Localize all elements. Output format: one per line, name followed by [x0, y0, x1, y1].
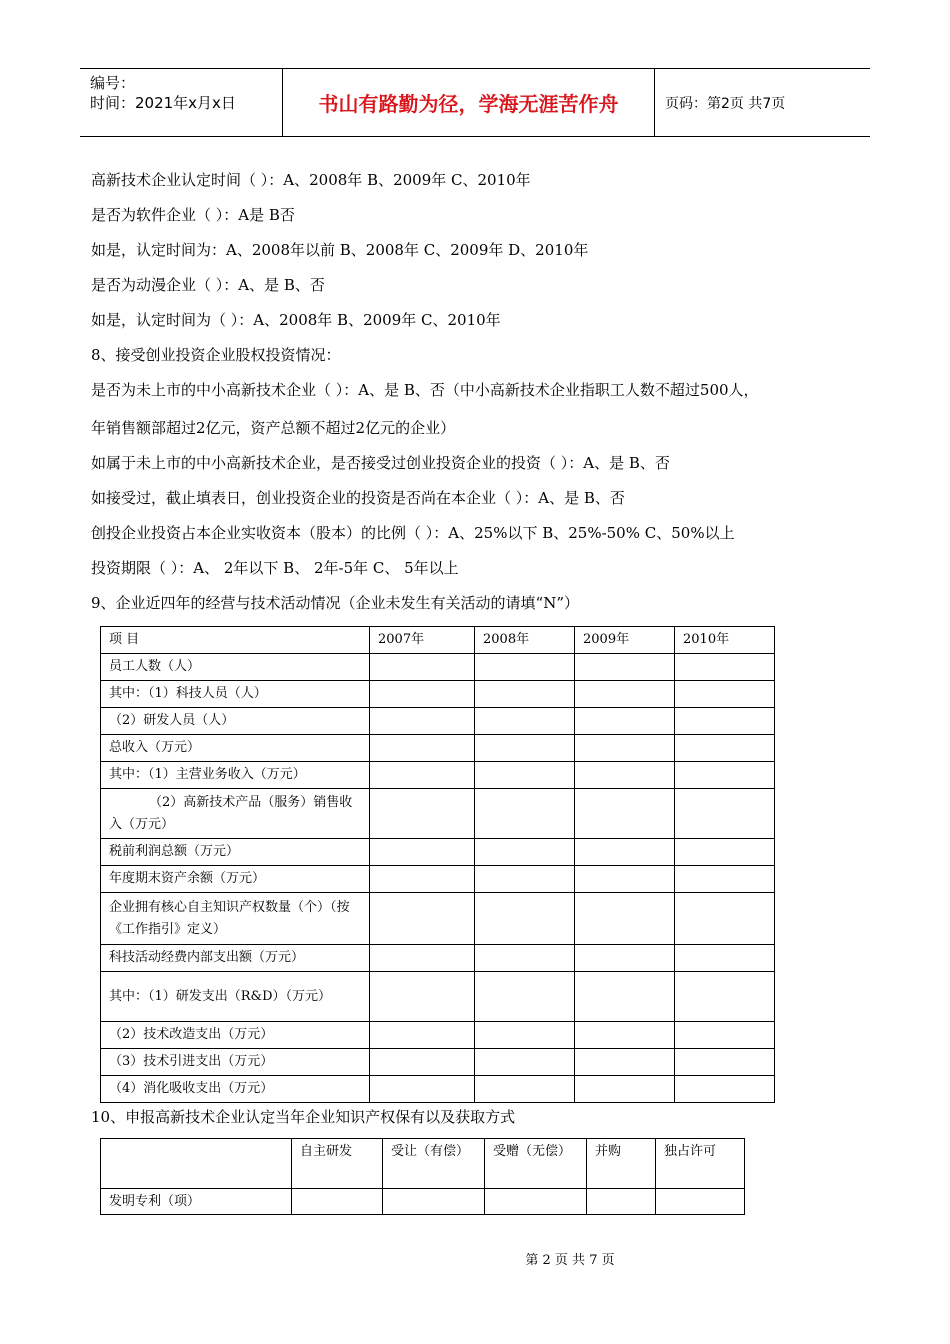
input-cell[interactable]: [575, 654, 675, 681]
row-label: 税前利润总额（万元）: [101, 839, 370, 866]
text-line: 如是，认定时间为：A、2008年以前 B、2008年 C、2009年 D、2010年: [91, 241, 589, 259]
table-row: [101, 866, 775, 893]
row-label: 科技活动经费内部支出额（万元）: [101, 945, 370, 972]
input-cell[interactable]: [575, 735, 675, 762]
table-row: [101, 1049, 775, 1076]
input-cell[interactable]: [292, 1189, 383, 1215]
table-row: [101, 654, 775, 681]
text-line: 如属于未上市的中小高新技术企业，是否接受过创业投资企业的投资（ ）：A、是 B、否: [91, 454, 670, 472]
row-label: 员工人数（人）: [101, 654, 370, 681]
input-cell[interactable]: [675, 839, 775, 866]
input-cell[interactable]: [675, 762, 775, 789]
text-line: 高新技术企业认定时间（ ）：A、2008年 B、2009年 C、2010年: [91, 171, 531, 189]
input-cell[interactable]: [575, 1049, 675, 1076]
section-heading: 10、申报高新技术企业认定当年企业知识产权保有以及获取方式: [91, 1108, 516, 1126]
input-cell[interactable]: [475, 654, 575, 681]
input-cell[interactable]: [475, 893, 575, 945]
input-cell[interactable]: [370, 866, 475, 893]
row-label: （2）高新技术产品（服务）销售收入（万元）: [101, 789, 370, 839]
input-cell[interactable]: [370, 1049, 475, 1076]
input-cell[interactable]: [370, 735, 475, 762]
table-row: [101, 708, 775, 735]
table-header-cell: [101, 1139, 292, 1189]
table-header-cell: 受赠（无偿）: [485, 1139, 587, 1189]
input-cell[interactable]: [370, 762, 475, 789]
section-heading: 9、企业近四年的经营与技术活动情况（企业未发生有关活动的请填“N”）: [91, 594, 580, 612]
input-cell[interactable]: [675, 945, 775, 972]
table-header-cell: 并购: [587, 1139, 656, 1189]
header-meta: [80, 69, 283, 136]
input-cell[interactable]: [370, 893, 475, 945]
input-cell[interactable]: [675, 735, 775, 762]
row-label: 其中：（1）主营业务收入（万元）: [101, 762, 370, 789]
text-line: 如接受过，截止填表日，创业投资企业的投资是否尚在本企业（ ）：A、是 B、否: [91, 489, 625, 507]
input-cell[interactable]: [675, 654, 775, 681]
input-cell[interactable]: [370, 1076, 475, 1103]
text-line: 是否为动漫企业（ ）：A、是 B、否: [91, 276, 325, 294]
text-line: 年销售额部超过2亿元，资产总额不超过2亿元的企业）: [91, 419, 456, 437]
input-cell[interactable]: [475, 839, 575, 866]
input-cell[interactable]: [370, 681, 475, 708]
input-cell[interactable]: [675, 1022, 775, 1049]
input-cell[interactable]: [383, 1189, 485, 1215]
input-cell[interactable]: [485, 1189, 587, 1215]
input-cell[interactable]: [675, 708, 775, 735]
input-cell[interactable]: [370, 789, 475, 839]
input-cell[interactable]: [575, 866, 675, 893]
table-header-cell: 自主研发: [292, 1139, 383, 1189]
table-header-cell: 2009年: [575, 627, 675, 654]
input-cell[interactable]: [475, 1076, 575, 1103]
input-cell[interactable]: [675, 1049, 775, 1076]
document-time-label: 时间：2021年x月x日: [90, 94, 236, 112]
ip-acquisition-table: [100, 1138, 745, 1215]
input-cell[interactable]: [575, 945, 675, 972]
table-row: [101, 839, 775, 866]
row-label: （4）消化吸收支出（万元）: [101, 1076, 370, 1103]
input-cell[interactable]: [370, 945, 475, 972]
table-row: [101, 762, 775, 789]
text-line: 创投企业投资占本企业实收资本（股本）的比例（ ）：A、25%以下 B、25%-50% C、50%以上: [91, 524, 735, 542]
input-cell[interactable]: [475, 866, 575, 893]
row-label: （2）技术改造支出（万元）: [101, 1022, 370, 1049]
row-label: （2）研发人员（人）: [101, 708, 370, 735]
table-row: [101, 1076, 775, 1103]
row-label: 年度期末资产余额（万元）: [101, 866, 370, 893]
input-cell[interactable]: [475, 1022, 575, 1049]
input-cell[interactable]: [475, 681, 575, 708]
row-label: 总收入（万元）: [101, 735, 370, 762]
table-row: [101, 893, 775, 945]
input-cell[interactable]: [575, 1076, 675, 1103]
row-label: （3）技术引进支出（万元）: [101, 1049, 370, 1076]
input-cell[interactable]: [575, 708, 675, 735]
table-row: [101, 945, 775, 972]
input-cell[interactable]: [656, 1189, 745, 1215]
table-header-cell: 项 目: [101, 627, 370, 654]
text-line: 如是，认定时间为（ ）：A、2008年 B、2009年 C、2010年: [91, 311, 501, 329]
row-label: 发明专利（项）: [101, 1189, 292, 1215]
table-header-row: [101, 1139, 745, 1189]
text-line: 投资期限（ ）：A、 2年以下 B、 2年-5年 C、 5年以上: [91, 559, 459, 577]
page-footer: 第 2 页 共 7 页: [525, 1253, 615, 1268]
input-cell[interactable]: [370, 654, 475, 681]
header-page-number: 页码：第2页 共7页: [665, 95, 786, 112]
input-cell[interactable]: [475, 762, 575, 789]
input-cell[interactable]: [575, 789, 675, 839]
section-heading: 8、接受创业投资企业股权投资情况：: [91, 346, 341, 364]
input-cell[interactable]: [475, 972, 575, 1022]
input-cell[interactable]: [675, 866, 775, 893]
input-cell[interactable]: [675, 893, 775, 945]
input-cell[interactable]: [370, 708, 475, 735]
input-cell[interactable]: [475, 1049, 575, 1076]
input-cell[interactable]: [675, 681, 775, 708]
table-row: [101, 735, 775, 762]
input-cell[interactable]: [575, 762, 675, 789]
operations-table: [100, 626, 775, 1103]
document-number-label: 编号：: [90, 74, 136, 92]
input-cell[interactable]: [575, 972, 675, 1022]
table-header-row: [101, 627, 775, 654]
table-header-cell: 2007年: [370, 627, 475, 654]
input-cell[interactable]: [675, 1076, 775, 1103]
input-cell[interactable]: [575, 893, 675, 945]
input-cell[interactable]: [370, 972, 475, 1022]
input-cell[interactable]: [475, 735, 575, 762]
header-slogan: 书山有路勤为径，学海无涯苦作舟: [283, 69, 655, 136]
row-label: 其中：（1）研发支出（R&D）（万元）: [101, 972, 370, 1022]
page-header: [80, 68, 870, 137]
input-cell[interactable]: [370, 839, 475, 866]
input-cell[interactable]: [675, 972, 775, 1022]
text-line: 是否为软件企业（ ）：A是 B否: [91, 206, 295, 224]
input-cell[interactable]: [575, 681, 675, 708]
input-cell[interactable]: [575, 1022, 675, 1049]
table-header-cell: 2010年: [675, 627, 775, 654]
table-header-cell: 独占许可: [656, 1139, 745, 1189]
input-cell[interactable]: [475, 789, 575, 839]
table-row: [101, 972, 775, 1022]
row-label: 企业拥有核心自主知识产权数量（个）（按《工作指引》定义）: [101, 893, 370, 945]
table-header-cell: 2008年: [475, 627, 575, 654]
table-row: [101, 681, 775, 708]
table-row: [101, 1022, 775, 1049]
text-line: 是否为未上市的中小高新技术企业（ ）：A、是 B、否（中小高新技术企业指职工人数不超过500人，: [91, 381, 759, 399]
input-cell[interactable]: [575, 839, 675, 866]
input-cell[interactable]: [370, 1022, 475, 1049]
input-cell[interactable]: [587, 1189, 656, 1215]
row-label: 其中：（1）科技人员（人）: [101, 681, 370, 708]
input-cell[interactable]: [475, 708, 575, 735]
table-row: [101, 789, 775, 839]
input-cell[interactable]: [675, 789, 775, 839]
table-row: [101, 1189, 745, 1215]
input-cell[interactable]: [475, 945, 575, 972]
table-header-cell: 受让（有偿）: [383, 1139, 485, 1189]
